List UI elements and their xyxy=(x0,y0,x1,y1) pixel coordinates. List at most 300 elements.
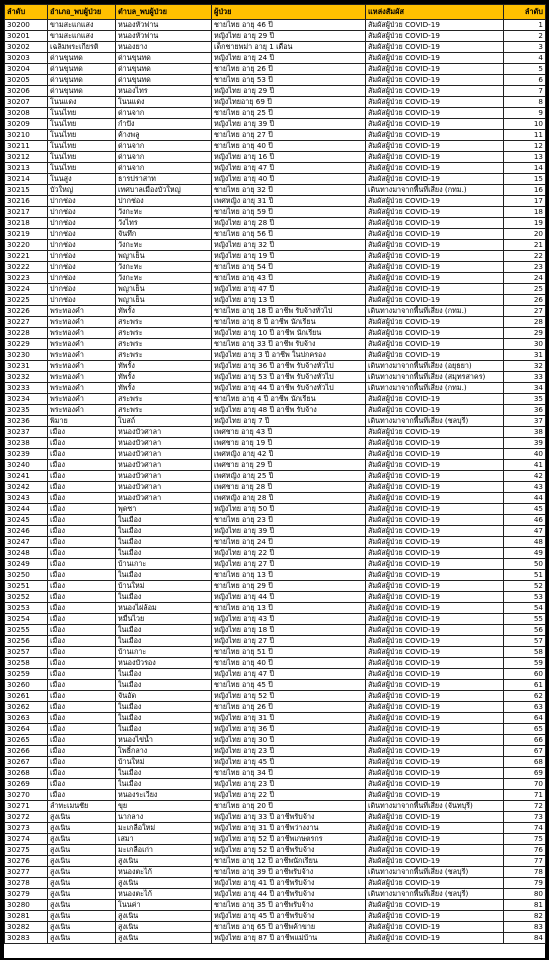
cell-district: เมือง xyxy=(48,581,116,592)
table-row xyxy=(5,724,546,735)
table-row xyxy=(5,878,546,889)
cell-case-no: 30244 xyxy=(5,504,48,515)
cell-sequence: 60 xyxy=(504,669,546,680)
cell-patient: ชายไทย อายุ 27 ปี xyxy=(212,130,366,141)
table-row xyxy=(5,680,546,691)
cell-patient: ชายไทย อายุ 8 ปี อาชีพ นักเรียน xyxy=(212,317,366,328)
cell-sequence: 57 xyxy=(504,636,546,647)
cell-subdistrict: เทศบาลเมืองบัวใหญ่ xyxy=(116,185,212,196)
cell-patient: ชายไทย อายุ 23 ปี xyxy=(212,515,366,526)
cell-sequence: 1 xyxy=(504,20,546,31)
cell-exposure-source: สัมผัสผู้ป่วย COVID-19 xyxy=(366,273,504,284)
cell-exposure-source: สัมผัสผู้ป่วย COVID-19 xyxy=(366,658,504,669)
header-patient: ผู้ป่วย xyxy=(212,5,366,20)
cell-sequence: 78 xyxy=(504,867,546,878)
cell-district: ขามสะแกแสง xyxy=(48,20,116,31)
cell-sequence: 5 xyxy=(504,64,546,75)
cell-sequence: 76 xyxy=(504,845,546,856)
cell-subdistrict: หนองไผ่ล้อม xyxy=(116,603,212,614)
table-row xyxy=(5,636,546,647)
table-row xyxy=(5,20,546,31)
table-row xyxy=(5,559,546,570)
cell-subdistrict: จันอัด xyxy=(116,691,212,702)
table-row xyxy=(5,889,546,900)
cell-district: ปากช่อง xyxy=(48,196,116,207)
cell-patient: ชายไทย อายุ 40 ปี xyxy=(212,658,366,669)
header-case-no: ลำดับ xyxy=(5,5,48,20)
table-row xyxy=(5,284,546,295)
header-row xyxy=(5,5,546,20)
cell-exposure-source: สัมผัสผู้ป่วย COVID-19 xyxy=(366,328,504,339)
cell-district: พระทองคำ xyxy=(48,372,116,383)
cell-subdistrict: หนองไข่น้ำ xyxy=(116,735,212,746)
cell-district: สูงเนิน xyxy=(48,878,116,889)
cell-exposure-source: สัมผัสผู้ป่วย COVID-19 xyxy=(366,152,504,163)
table-row xyxy=(5,603,546,614)
cell-case-no: 30216 xyxy=(5,196,48,207)
cell-subdistrict: สระพระ xyxy=(116,350,212,361)
cell-patient: หญิงไทย อายุ 47 ปี xyxy=(212,669,366,680)
cell-district: ปากช่อง xyxy=(48,207,116,218)
cell-exposure-source: สัมผัสผู้ป่วย COVID-19 xyxy=(366,702,504,713)
cell-case-no: 30211 xyxy=(5,141,48,152)
cell-exposure-source: สัมผัสผู้ป่วย COVID-19 xyxy=(366,141,504,152)
cell-sequence: 84 xyxy=(504,933,546,944)
cell-exposure-source: สัมผัสผู้ป่วย COVID-19 xyxy=(366,240,504,251)
cell-subdistrict: หนองบัวศาลา xyxy=(116,438,212,449)
cell-sequence: 16 xyxy=(504,185,546,196)
cell-case-no: 30273 xyxy=(5,823,48,834)
cell-district: ด่านขุนทด xyxy=(48,53,116,64)
cell-sequence: 47 xyxy=(504,526,546,537)
cell-sequence: 52 xyxy=(504,581,546,592)
cell-case-no: 30266 xyxy=(5,746,48,757)
cell-subdistrict: ด่านขุนทด xyxy=(116,75,212,86)
cell-patient: หญิงไทย อายุ 40 ปี xyxy=(212,174,366,185)
cell-district: เมือง xyxy=(48,735,116,746)
cell-district: ปากช่อง xyxy=(48,240,116,251)
cell-patient: เพศหญิง อายุ 31 ปี xyxy=(212,196,366,207)
cell-patient: ชายไทย อายุ 65 ปี อาชีพค้าขาย xyxy=(212,922,366,933)
cell-district: โนนไทย xyxy=(48,108,116,119)
cell-case-no: 30213 xyxy=(5,163,48,174)
cell-patient: หญิงไทย อายุ 32 ปี xyxy=(212,240,366,251)
cell-sequence: 36 xyxy=(504,405,546,416)
cell-patient: ชายไทย อายุ 53 ปี xyxy=(212,75,366,86)
table-row xyxy=(5,548,546,559)
cell-patient: หญิงไทย อายุ 50 ปี xyxy=(212,504,366,515)
cell-district: โนนไทย xyxy=(48,163,116,174)
cell-district: พระทองคำ xyxy=(48,405,116,416)
cell-district: พระทองคำ xyxy=(48,383,116,394)
cell-exposure-source: สัมผัสผู้ป่วย COVID-19 xyxy=(366,218,504,229)
cell-case-no: 30233 xyxy=(5,383,48,394)
cell-case-no: 30212 xyxy=(5,152,48,163)
table-row xyxy=(5,449,546,460)
table-row xyxy=(5,658,546,669)
cell-exposure-source: สัมผัสผู้ป่วย COVID-19 xyxy=(366,207,504,218)
cell-sequence: 49 xyxy=(504,548,546,559)
table-row xyxy=(5,416,546,427)
table-row xyxy=(5,669,546,680)
cell-subdistrict: พญาเย็น xyxy=(116,251,212,262)
cell-district: เมือง xyxy=(48,482,116,493)
cell-subdistrict: ด่านจาก xyxy=(116,108,212,119)
cell-patient: หญิงไทย อายุ 23 ปี xyxy=(212,746,366,757)
cell-sequence: 67 xyxy=(504,746,546,757)
cell-sequence: 40 xyxy=(504,449,546,460)
cell-subdistrict: พญาเย็น xyxy=(116,295,212,306)
cell-district: เมือง xyxy=(48,779,116,790)
cell-district: เมือง xyxy=(48,768,116,779)
table-row xyxy=(5,317,546,328)
cell-patient: เพศชาย อายุ 28 ปี xyxy=(212,482,366,493)
cell-patient: หญิงไทย อายุ 13 ปี xyxy=(212,295,366,306)
cell-subdistrict: โบสถ์ xyxy=(116,416,212,427)
cell-patient: หญิงไทย อายุ 36 ปี xyxy=(212,724,366,735)
table-row xyxy=(5,438,546,449)
header-exposure-source: แหล่งสัมผัส xyxy=(366,5,504,20)
cell-case-no: 30206 xyxy=(5,86,48,97)
cell-sequence: 13 xyxy=(504,152,546,163)
cell-case-no: 30218 xyxy=(5,218,48,229)
table-row xyxy=(5,31,546,42)
cell-sequence: 41 xyxy=(504,460,546,471)
cell-case-no: 30203 xyxy=(5,53,48,64)
cell-patient: ชายไทย อายุ 39 ปี อาชีพรับจ้าง xyxy=(212,867,366,878)
table-row xyxy=(5,779,546,790)
cell-exposure-source: เดินทางมาจากพื้นที่เสี่ยง (จันทบุรี) xyxy=(366,801,504,812)
cell-district: เมือง xyxy=(48,526,116,537)
cell-exposure-source: เดินทางมาจากพื้นที่เสี่ยง (กทม.) xyxy=(366,185,504,196)
cell-district: สูงเนิน xyxy=(48,845,116,856)
cell-exposure-source: เดินทางมาจากพื้นที่เสี่ยง (สมุทรสาคร) xyxy=(366,372,504,383)
cell-exposure-source: สัมผัสผู้ป่วย COVID-19 xyxy=(366,460,504,471)
cell-subdistrict: ในเมือง xyxy=(116,779,212,790)
cell-subdistrict: ในเมือง xyxy=(116,713,212,724)
cell-exposure-source: สัมผัสผู้ป่วย COVID-19 xyxy=(366,625,504,636)
cell-subdistrict: สระพระ xyxy=(116,317,212,328)
cell-patient: หญิงไทย อายุ 44 ปี อาชีพรับจ้าง xyxy=(212,889,366,900)
cell-subdistrict: หนองตะไก้ xyxy=(116,867,212,878)
table-row xyxy=(5,229,546,240)
cell-exposure-source: สัมผัสผู้ป่วย COVID-19 xyxy=(366,680,504,691)
cell-case-no: 30239 xyxy=(5,449,48,460)
cell-subdistrict: เสมา xyxy=(116,834,212,845)
cell-district: พิมาย xyxy=(48,416,116,427)
cell-case-no: 30242 xyxy=(5,482,48,493)
cell-case-no: 30254 xyxy=(5,614,48,625)
cell-district: เมือง xyxy=(48,603,116,614)
cell-case-no: 30217 xyxy=(5,207,48,218)
table-row xyxy=(5,97,546,108)
cell-exposure-source: สัมผัสผู้ป่วย COVID-19 xyxy=(366,119,504,130)
cell-sequence: 17 xyxy=(504,196,546,207)
cell-subdistrict: ในเมือง xyxy=(116,768,212,779)
cell-case-no: 30252 xyxy=(5,592,48,603)
cell-case-no: 30268 xyxy=(5,768,48,779)
cell-case-no: 30230 xyxy=(5,350,48,361)
cell-district: สูงเนิน xyxy=(48,889,116,900)
cell-patient: หญิงไทย อายุ 29 ปี xyxy=(212,31,366,42)
cell-subdistrict: ด่านขุนทด xyxy=(116,53,212,64)
cell-subdistrict: พุดซา xyxy=(116,504,212,515)
table-row xyxy=(5,515,546,526)
cell-subdistrict: โนนค่า xyxy=(116,900,212,911)
cell-district: พระทองคำ xyxy=(48,394,116,405)
cell-sequence: 31 xyxy=(504,350,546,361)
cell-sequence: 34 xyxy=(504,383,546,394)
cell-subdistrict: บ้านเกาะ xyxy=(116,647,212,658)
cell-exposure-source: สัมผัสผู้ป่วย COVID-19 xyxy=(366,86,504,97)
cell-sequence: 48 xyxy=(504,537,546,548)
cell-case-no: 30256 xyxy=(5,636,48,647)
cell-exposure-source: สัมผัสผู้ป่วย COVID-19 xyxy=(366,669,504,680)
cell-subdistrict: หนองบัวศาลา xyxy=(116,493,212,504)
cell-patient: หญิงไทย อายุ 45 ปี อาชีพรับจ้าง xyxy=(212,911,366,922)
cell-exposure-source: สัมผัสผู้ป่วย COVID-19 xyxy=(366,900,504,911)
cell-exposure-source: สัมผัสผู้ป่วย COVID-19 xyxy=(366,64,504,75)
cell-case-no: 30248 xyxy=(5,548,48,559)
cell-sequence: 61 xyxy=(504,680,546,691)
table-row xyxy=(5,537,546,548)
cell-patient: เพศชาย อายุ 29 ปี xyxy=(212,460,366,471)
cell-subdistrict: โพธิ์กลาง xyxy=(116,746,212,757)
table-row xyxy=(5,460,546,471)
table-row xyxy=(5,768,546,779)
cell-district: พระทองคำ xyxy=(48,361,116,372)
cell-case-no: 30228 xyxy=(5,328,48,339)
cell-subdistrict: หนองบัวศาลา xyxy=(116,460,212,471)
cell-patient: หญิงไทย อายุ 45 ปี xyxy=(212,757,366,768)
cell-subdistrict: วังกะทะ xyxy=(116,207,212,218)
cell-exposure-source: สัมผัสผู้ป่วย COVID-19 xyxy=(366,735,504,746)
cell-subdistrict: ในเมือง xyxy=(116,702,212,713)
cell-subdistrict: หนองไทร xyxy=(116,86,212,97)
cell-exposure-source: เดินทางมาจากพื้นที่เสี่ยง (ชลบุรี) xyxy=(366,889,504,900)
table-row xyxy=(5,64,546,75)
cell-subdistrict: ในเมือง xyxy=(116,625,212,636)
cell-sequence: 81 xyxy=(504,900,546,911)
cell-sequence: 29 xyxy=(504,328,546,339)
cell-sequence: 59 xyxy=(504,658,546,669)
cell-subdistrict: ทัพรั้ง xyxy=(116,361,212,372)
cell-district: เมือง xyxy=(48,427,116,438)
cell-case-no: 30263 xyxy=(5,713,48,724)
cell-sequence: 23 xyxy=(504,262,546,273)
table-row xyxy=(5,163,546,174)
cell-subdistrict: หนองหัวฟาน xyxy=(116,31,212,42)
cell-exposure-source: สัมผัสผู้ป่วย COVID-19 xyxy=(366,438,504,449)
table-row xyxy=(5,790,546,801)
cell-case-no: 30204 xyxy=(5,64,48,75)
cell-exposure-source: สัมผัสผู้ป่วย COVID-19 xyxy=(366,75,504,86)
cell-exposure-source: สัมผัสผู้ป่วย COVID-19 xyxy=(366,647,504,658)
cell-case-no: 30229 xyxy=(5,339,48,350)
cell-district: โนนไทย xyxy=(48,130,116,141)
cell-sequence: 37 xyxy=(504,416,546,427)
cell-subdistrict: วังไทร xyxy=(116,218,212,229)
cell-exposure-source: สัมผัสผู้ป่วย COVID-19 xyxy=(366,251,504,262)
cell-subdistrict: มะเกลือเก่า xyxy=(116,845,212,856)
cell-patient: หญิงไทย อายุ 30 ปี xyxy=(212,735,366,746)
cell-patient: หญิงไทย อายุ 39 ปี xyxy=(212,119,366,130)
cell-subdistrict: สระพระ xyxy=(116,394,212,405)
cell-subdistrict: บ้านเกาะ xyxy=(116,559,212,570)
cell-district: เมือง xyxy=(48,504,116,515)
cell-district: เมือง xyxy=(48,691,116,702)
cell-sequence: 64 xyxy=(504,713,546,724)
cell-case-no: 30280 xyxy=(5,900,48,911)
cell-case-no: 30282 xyxy=(5,922,48,933)
cell-district: สูงเนิน xyxy=(48,911,116,922)
cell-district: ลำทะเมนชัย xyxy=(48,801,116,812)
cell-exposure-source: สัมผัสผู้ป่วย COVID-19 xyxy=(366,295,504,306)
cell-case-no: 30234 xyxy=(5,394,48,405)
cell-subdistrict: สูงเนิน xyxy=(116,933,212,944)
cell-sequence: 50 xyxy=(504,559,546,570)
cell-district: เมือง xyxy=(48,592,116,603)
table-row xyxy=(5,834,546,845)
cell-patient: หญิงไทยอายุ 69 ปี xyxy=(212,97,366,108)
table-row xyxy=(5,295,546,306)
cell-patient: หญิงไทย อายุ 44 ปี xyxy=(212,592,366,603)
cell-case-no: 30225 xyxy=(5,295,48,306)
cell-district: เมือง xyxy=(48,537,116,548)
cell-subdistrict: ปากช่อง xyxy=(116,196,212,207)
cell-exposure-source: สัมผัสผู้ป่วย COVID-19 xyxy=(366,526,504,537)
case-table xyxy=(4,4,546,944)
table-row xyxy=(5,240,546,251)
cell-patient: เพศชาย อายุ 19 ปี xyxy=(212,438,366,449)
table-row xyxy=(5,306,546,317)
cell-exposure-source: สัมผัสผู้ป่วย COVID-19 xyxy=(366,537,504,548)
cell-patient: หญิงไทย อายุ 29 ปี xyxy=(212,86,366,97)
cell-subdistrict: ด่านขุนทด xyxy=(116,64,212,75)
cell-district: เมือง xyxy=(48,614,116,625)
cell-subdistrict: หนองหัวฟาน xyxy=(116,20,212,31)
cell-district: พระทองคำ xyxy=(48,317,116,328)
cell-patient: เพศหญิง อายุ 25 ปี xyxy=(212,471,366,482)
cell-subdistrict: บ้านใหม่ xyxy=(116,581,212,592)
table-row xyxy=(5,471,546,482)
table-row xyxy=(5,504,546,515)
cell-patient: เพศหญิง อายุ 42 ปี xyxy=(212,449,366,460)
cell-patient: หญิงไทย อายุ 87 ปี อาชีพแม่บ้าน xyxy=(212,933,366,944)
cell-subdistrict: หนองตะไก้ xyxy=(116,889,212,900)
cell-district: ด่านขุนทด xyxy=(48,64,116,75)
cell-exposure-source: สัมผัสผู้ป่วย COVID-19 xyxy=(366,570,504,581)
cell-district: เมือง xyxy=(48,636,116,647)
cell-subdistrict: ทัพรั้ง xyxy=(116,372,212,383)
cell-subdistrict: โนนแดง xyxy=(116,97,212,108)
table-row xyxy=(5,526,546,537)
cell-exposure-source: สัมผัสผู้ป่วย COVID-19 xyxy=(366,196,504,207)
cell-sequence: 12 xyxy=(504,141,546,152)
cell-patient: หญิงไทย อายุ 19 ปี xyxy=(212,251,366,262)
table-row xyxy=(5,372,546,383)
cell-exposure-source: สัมผัสผู้ป่วย COVID-19 xyxy=(366,471,504,482)
cell-sequence: 77 xyxy=(504,856,546,867)
cell-patient: ชายไทย อายุ 46 ปี xyxy=(212,20,366,31)
cell-subdistrict: หนองบัวศาลา xyxy=(116,482,212,493)
cell-exposure-source: สัมผัสผู้ป่วย COVID-19 xyxy=(366,427,504,438)
cell-district: พระทองคำ xyxy=(48,339,116,350)
cell-patient: หญิงไทย อายุ 43 ปี xyxy=(212,614,366,625)
cell-district: เมือง xyxy=(48,702,116,713)
cell-exposure-source: สัมผัสผู้ป่วย COVID-19 xyxy=(366,724,504,735)
cell-case-no: 30214 xyxy=(5,174,48,185)
cell-patient: ชายไทย อายุ 24 ปี xyxy=(212,537,366,548)
cell-sequence: 79 xyxy=(504,878,546,889)
cell-subdistrict: สระพระ xyxy=(116,328,212,339)
cell-patient: ชายไทย อายุ 56 ปี xyxy=(212,229,366,240)
table-row xyxy=(5,581,546,592)
table-row xyxy=(5,394,546,405)
cell-district: เมือง xyxy=(48,713,116,724)
cell-district: เมือง xyxy=(48,680,116,691)
cell-district: โนนแดง xyxy=(48,97,116,108)
cell-exposure-source: สัมผัสผู้ป่วย COVID-19 xyxy=(366,691,504,702)
cell-case-no: 30261 xyxy=(5,691,48,702)
cell-patient: หญิงไทย อายุ 16 ปี xyxy=(212,152,366,163)
cell-case-no: 30202 xyxy=(5,42,48,53)
cell-subdistrict: ในเมือง xyxy=(116,548,212,559)
cell-subdistrict: บ้านใหม่ xyxy=(116,757,212,768)
cell-subdistrict: หนองระเวียง xyxy=(116,790,212,801)
cell-case-no: 30243 xyxy=(5,493,48,504)
cell-case-no: 30222 xyxy=(5,262,48,273)
cell-sequence: 32 xyxy=(504,361,546,372)
cell-case-no: 30269 xyxy=(5,779,48,790)
cell-patient: หญิงไทย อายุ 7 ปี xyxy=(212,416,366,427)
cell-case-no: 30276 xyxy=(5,856,48,867)
case-table-sheet xyxy=(4,4,545,958)
cell-sequence: 39 xyxy=(504,438,546,449)
table-row xyxy=(5,691,546,702)
cell-district: ปากช่อง xyxy=(48,218,116,229)
cell-case-no: 30226 xyxy=(5,306,48,317)
cell-sequence: 72 xyxy=(504,801,546,812)
table-row xyxy=(5,196,546,207)
cell-exposure-source: สัมผัสผู้ป่วย COVID-19 xyxy=(366,20,504,31)
cell-subdistrict: วังกะทะ xyxy=(116,262,212,273)
cell-case-no: 30274 xyxy=(5,834,48,845)
cell-subdistrict: พญาเย็น xyxy=(116,284,212,295)
cell-district: สูงเนิน xyxy=(48,812,116,823)
cell-patient: ชายไทย อายุ 59 ปี xyxy=(212,207,366,218)
cell-district: ขามสะแกแสง xyxy=(48,31,116,42)
cell-case-no: 30251 xyxy=(5,581,48,592)
cell-sequence: 62 xyxy=(504,691,546,702)
cell-subdistrict: หนองยาง xyxy=(116,42,212,53)
table-row xyxy=(5,647,546,658)
table-row xyxy=(5,75,546,86)
cell-exposure-source: สัมผัสผู้ป่วย COVID-19 xyxy=(366,878,504,889)
cell-subdistrict: สูงเนิน xyxy=(116,911,212,922)
table-row xyxy=(5,53,546,64)
cell-subdistrict: หนองบัวศาลา xyxy=(116,427,212,438)
cell-sequence: 45 xyxy=(504,504,546,515)
cell-sequence: 71 xyxy=(504,790,546,801)
cell-exposure-source: เดินทางมาจากพื้นที่เสี่ยง (กทม.) xyxy=(366,306,504,317)
cell-sequence: 7 xyxy=(504,86,546,97)
table-row xyxy=(5,262,546,273)
cell-district: เมือง xyxy=(48,493,116,504)
cell-exposure-source: สัมผัสผู้ป่วย COVID-19 xyxy=(366,933,504,944)
cell-case-no: 30231 xyxy=(5,361,48,372)
table-row xyxy=(5,405,546,416)
